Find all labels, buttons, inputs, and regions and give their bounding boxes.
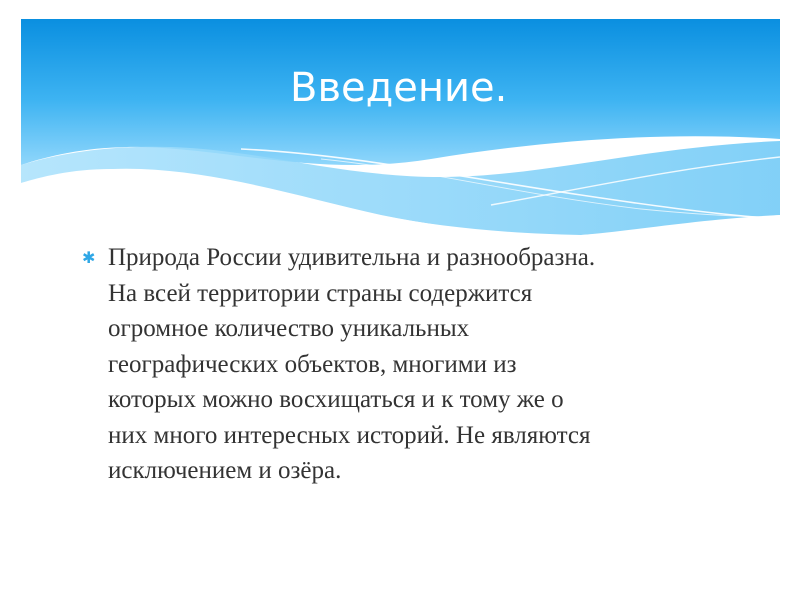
- bullet-line: которых можно восхищаться и к тому же о: [108, 386, 564, 413]
- bullet-line: исключением и озёра.: [108, 457, 342, 484]
- bullet-line: огромное количество уникальных: [108, 315, 470, 342]
- bullet-item: [82, 240, 742, 489]
- bullet-list: [82, 240, 742, 489]
- bullet-line: географических объектов, многими из: [108, 350, 517, 378]
- asterisk-bullet-icon: ✱: [82, 248, 96, 267]
- slide-title: Введение.: [290, 65, 508, 111]
- header-wave-background: [21, 19, 780, 235]
- bullet-line: них много интересных историй. Не являются: [108, 421, 591, 449]
- bullet-line: Природа России удивительна и разнообразна.: [108, 244, 596, 271]
- bullet-line: На всей территории страны содержится: [108, 279, 533, 307]
